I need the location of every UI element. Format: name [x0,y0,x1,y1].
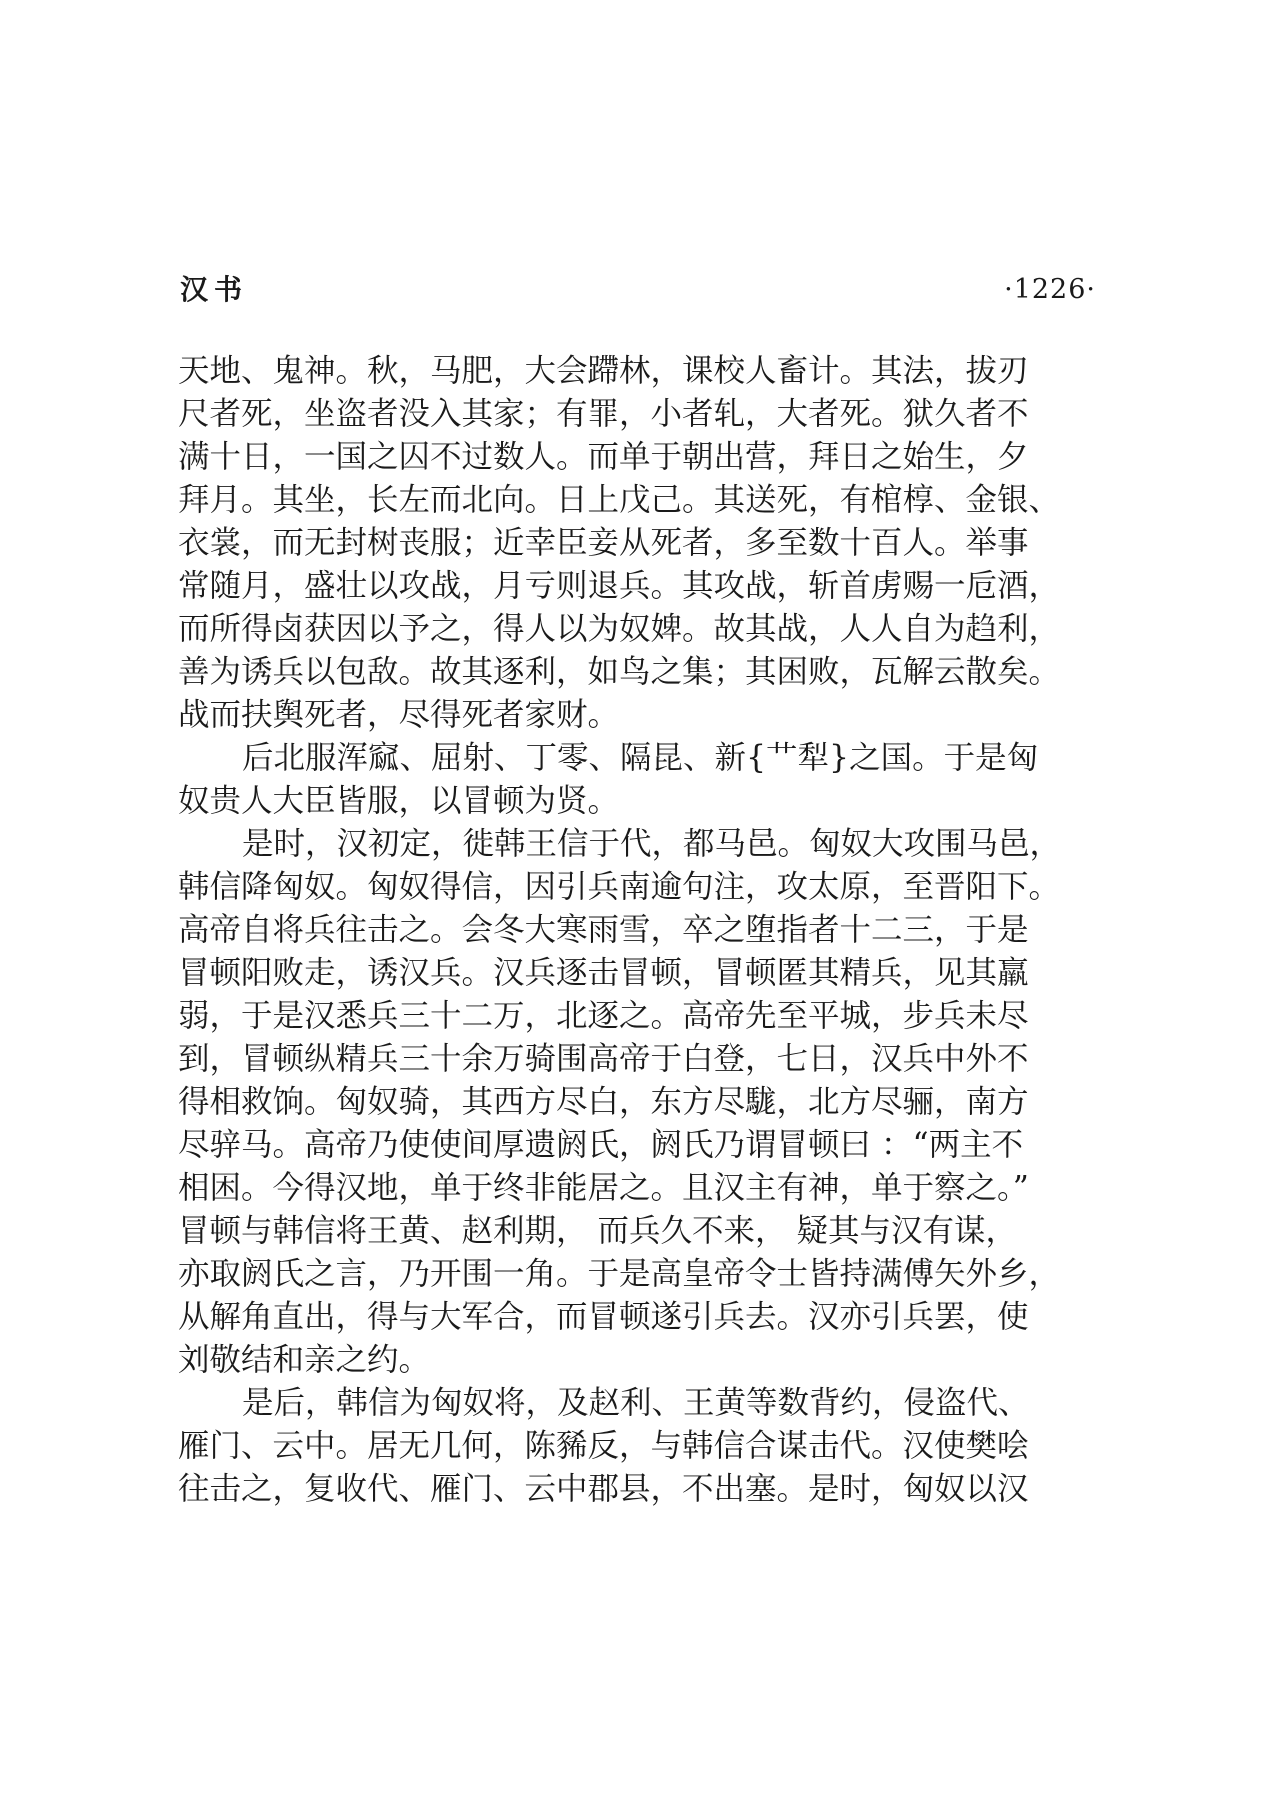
text-line: 天地、鬼神。秋，马肥，大会蹛林，课校人畜计。其法，拔刃 [178,353,1029,389]
text-line: 相困。今得汉地，单于终非能居之。且汉主有神，单于察之。” [178,1170,1029,1206]
text-line: 从解角直出，得与大军合，而冒顿遂引兵去。汉亦引兵罢，使 [178,1299,1029,1335]
text-line: 往击之，复收代、雁门、云中郡县，不出塞。是时，匈奴以汉 [178,1471,1029,1507]
text-line: 冒顿阳败走，诱汉兵。汉兵逐击冒顿，冒顿匿其精兵，见其羸 [178,955,1029,991]
running-head [180,270,1096,310]
text-line: 高帝自将兵往击之。会冬大寒雨雪，卒之堕指者十二三，于是 [178,912,1029,948]
text-line: 亦取阏氏之言，乃开围一角。于是高皇帝令士皆持满傅矢外乡， [178,1256,1061,1292]
text-line: 是时，汉初定，徙韩王信于代，都马邑。匈奴大攻围马邑， [242,826,1062,862]
body-text [178,350,1098,1511]
text-line: 拜月。其坐，长左而北向。日上戊己。其送死，有棺椁、金银、 [178,482,1061,518]
text-line: 到，冒顿纵精兵三十余万骑围高帝于白登，七日，汉兵中外不 [178,1041,1029,1077]
text-line: 奴贵人大臣皆服，以冒顿为贤。 [178,783,620,819]
text-line: 弱，于是汉悉兵三十二万，北逐之。高帝先至平城，步兵未尽 [178,998,1029,1034]
text-line: 后北服浑窳、屈射、丁零、隔昆、新{艹犁}之国。于是匈 [242,740,1039,776]
text-line: 善为诱兵以包敌。故其逐利，如鸟之集；其困败，瓦解云散矣。 [178,654,1061,690]
text-line: 冒顿与韩信将王黄、赵利期， 而兵久不来， 疑其与汉有谋， [178,1213,1018,1249]
text-line: 韩信降匈奴。匈奴得信，因引兵南逾句注，攻太原，至晋阳下。 [178,869,1061,905]
text-line: 尽骍马。高帝乃使使间厚遗阏氏，阏氏乃谓冒顿曰 ：“两主不 [178,1127,1024,1163]
text-line: 刘敬结和亲之约。 [178,1342,431,1378]
text-line: 常随月，盛壮以攻战，月亏则退兵。其攻战，斩首虏赐一卮酒， [178,568,1061,604]
text-line: 而所得卤获因以予之，得人以为奴婢。故其战，人人自为趋利， [178,611,1061,647]
text-line: 得相救饷。匈奴骑，其西方尽白，东方尽駹，北方尽骊，南方 [178,1084,1029,1120]
text-line: 战而扶舆死者，尽得死者家财。 [178,697,620,733]
book-title: 汉书 [180,273,249,306]
text-line: 雁门、云中。居无几何，陈豨反，与韩信合谋击代。汉使樊哙 [178,1428,1029,1464]
text-line: 衣裳，而无封树丧服；近幸臣妾从死者，多至数十百人。举事 [178,525,1029,561]
text-line: 是后，韩信为匈奴将，及赵利、王黄等数背约，侵盗代、 [242,1385,1030,1421]
page-number: ·1226· [1004,274,1096,305]
text-line: 尺者死，坐盗者没入其家；有罪，小者轧，大者死。狱久者不 [178,396,1029,432]
text-line: 满十日，一国之囚不过数人。而单于朝出营，拜日之始生，夕 [178,439,1029,475]
